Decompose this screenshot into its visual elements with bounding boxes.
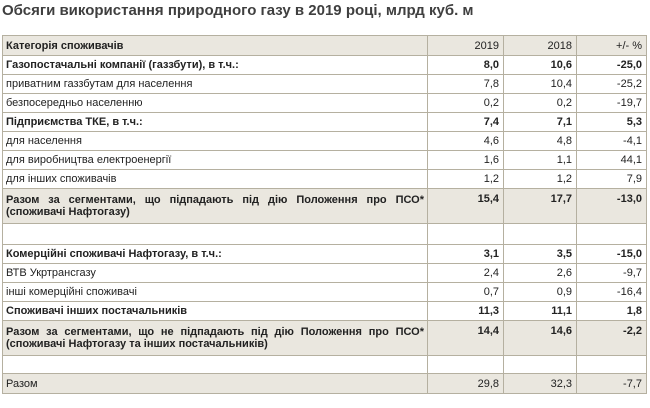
row-label: Споживачі інших постачальників: [3, 302, 428, 321]
table-row: [3, 224, 647, 245]
value-change: 1,8: [577, 302, 647, 321]
row-label: для населення: [3, 132, 428, 151]
table-header-row: [3, 36, 647, 56]
value-2018: 1,1: [504, 151, 577, 170]
table-row: [3, 189, 647, 224]
row-label: Разом за сегментами, що не підпадають під дію Положення про ПСО* (споживачі Нафтогазу та інших постачальників): [3, 321, 428, 356]
table-row: [3, 245, 647, 264]
row-label: для інших споживачів: [3, 170, 428, 189]
value-2018: [504, 224, 577, 245]
value-2019: 0,7: [428, 283, 504, 302]
value-change: -7,7: [577, 374, 647, 394]
value-2019: 1,2: [428, 170, 504, 189]
value-2019: 11,3: [428, 302, 504, 321]
value-change: -13,0: [577, 189, 647, 224]
table-row: [3, 264, 647, 283]
value-2019: [428, 224, 504, 245]
column-header-category: Категорія споживачів: [3, 36, 428, 56]
page-title: Обсяги використання природного газу в 2019 році, млрд куб. м: [2, 2, 474, 19]
column-header-2019: 2019: [428, 36, 504, 56]
value-2019: 29,8: [428, 374, 504, 394]
row-label: Газопостачальні компанії (газзбути), в т.ч.:: [3, 56, 428, 75]
value-change: -9,7: [577, 264, 647, 283]
table-row: [3, 75, 647, 94]
value-change: [577, 356, 647, 374]
row-label: приватним газзбутам для населення: [3, 75, 428, 94]
table-row: [3, 94, 647, 113]
value-2018: 7,1: [504, 113, 577, 132]
value-change: -25,2: [577, 75, 647, 94]
table-row: [3, 170, 647, 189]
row-label: [3, 224, 428, 245]
value-2018: 32,3: [504, 374, 577, 394]
value-2019: 7,4: [428, 113, 504, 132]
row-label: Підприємства ТКЕ, в т.ч.:: [3, 113, 428, 132]
table-row: [3, 321, 647, 356]
value-change: -4,1: [577, 132, 647, 151]
value-change: -15,0: [577, 245, 647, 264]
value-2018: 10,6: [504, 56, 577, 75]
table-row: [3, 283, 647, 302]
row-label: інші комерційні споживачі: [3, 283, 428, 302]
table-row: [3, 356, 647, 374]
value-2018: 0,9: [504, 283, 577, 302]
table-row: [3, 56, 647, 75]
value-change: 44,1: [577, 151, 647, 170]
value-2019: 0,2: [428, 94, 504, 113]
value-2019: 8,0: [428, 56, 504, 75]
value-2019: 4,6: [428, 132, 504, 151]
row-label: ВТВ Укртрансгазу: [3, 264, 428, 283]
table-row: [3, 132, 647, 151]
value-2018: 10,4: [504, 75, 577, 94]
value-2018: 14,6: [504, 321, 577, 356]
table-body: [3, 56, 647, 394]
table-row: [3, 113, 647, 132]
value-2019: [428, 356, 504, 374]
value-2018: 3,5: [504, 245, 577, 264]
value-2018: 2,6: [504, 264, 577, 283]
value-2018: 11,1: [504, 302, 577, 321]
row-label: для виробництва електроенергії: [3, 151, 428, 170]
value-2018: 1,2: [504, 170, 577, 189]
table-row: [3, 302, 647, 321]
value-2019: 14,4: [428, 321, 504, 356]
gas-usage-table: [2, 35, 647, 394]
row-label: [3, 356, 428, 374]
value-change: -16,4: [577, 283, 647, 302]
value-change: [577, 224, 647, 245]
value-2019: 15,4: [428, 189, 504, 224]
value-2019: 3,1: [428, 245, 504, 264]
value-change: -19,7: [577, 94, 647, 113]
value-2019: 7,8: [428, 75, 504, 94]
value-change: -25,0: [577, 56, 647, 75]
row-label: Разом за сегментами, що підпадають під дію Положення про ПСО* (споживачі Нафтогазу): [3, 189, 428, 224]
value-change: 5,3: [577, 113, 647, 132]
value-2019: 1,6: [428, 151, 504, 170]
row-label: безпосередньо населенню: [3, 94, 428, 113]
value-change: 7,9: [577, 170, 647, 189]
value-2019: 2,4: [428, 264, 504, 283]
value-change: -2,2: [577, 321, 647, 356]
row-label: Разом: [3, 374, 428, 394]
value-2018: [504, 356, 577, 374]
table-row: [3, 374, 647, 394]
column-header-change: +/- %: [577, 36, 647, 56]
column-header-2018: 2018: [504, 36, 577, 56]
row-label: Комерційні споживачі Нафтогазу, в т.ч.:: [3, 245, 428, 264]
table-row: [3, 151, 647, 170]
value-2018: 0,2: [504, 94, 577, 113]
value-2018: 4,8: [504, 132, 577, 151]
value-2018: 17,7: [504, 189, 577, 224]
